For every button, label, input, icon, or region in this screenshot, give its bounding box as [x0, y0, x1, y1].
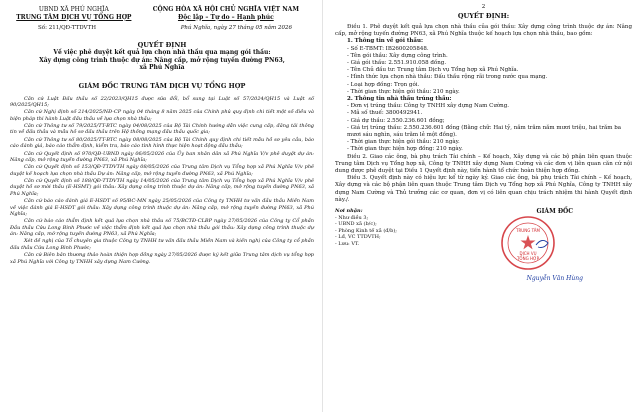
article-2: Điều 2. Giao các ông, bà phụ trách Tài chính – Kế hoạch, Xây dựng và các bộ phận liên quan thuộc Trung tâm Dịch vụ Tổng hợp xã, Công ty TNHH xây dựng Nam Cường và các đơn vị liên quan căn cứ nội dung được phê duyệt tại Điều 1 Quyết định này, tiến hành tổ chức hoàn thiện hợp đồng. [335, 153, 632, 175]
document-header [10, 6, 314, 21]
section-package-info: 1. Thông tin về gói thầu: [347, 38, 423, 45]
recipient-item: - Lưu: VT. [335, 240, 360, 247]
signature-block [478, 208, 632, 282]
document-meta [10, 25, 314, 31]
decision-subject [10, 49, 314, 72]
recipients-title: Nơi nhận: [335, 208, 363, 215]
winner-info-item: - Thời gian thực hiện gói thầu: 210 ngày. [347, 139, 460, 146]
package-info-item: - Thời gian thực hiện gói thầu: 210 ngày. [347, 88, 460, 95]
document-number: Số: 211/QĐ-TTDVTH [38, 25, 96, 31]
legal-basis: Căn cứ báo cáo đánh giá E-HSDT số 95/BC-MN ngày 25/05/2026 của Công ty TNHH tư vấn đầu thầu Miền Nam về việc đánh giá E-HSDT gói thầu: Xây dựng công trình thuộc dự án: Nâng cấp, mở rộng tuyến đường PN63, xã Phú Nghĩa; [10, 198, 314, 217]
recipient-item: - UBND xã (b/c); [335, 221, 377, 228]
decision-page-2 [322, 0, 640, 412]
legal-basis: Căn cứ Luật Đấu thầu số 22/2023/QH15 được sửa đổi, bổ sung tại Luật số 57/2024/QH15 và Luật số 90/2025/QH15; [10, 95, 314, 108]
legal-basis: Căn cứ Quyết định số 188/QĐ-TTDVTH ngày 14/05/2026 của Trung tâm Dịch vụ Tổng hợp xã Phú Nghĩa V/v phê duyệt hồ sơ mời thầu (E-HSMT) gói thầu: Xây dựng công trình thuộc dự án: Nâng cấp, mở rộng tuyến đường PN63, xã Phú Nghĩa; [10, 178, 314, 197]
seal-text-top: TRUNG TÂM [515, 228, 540, 234]
org-name: TRUNG TÂM DỊCH VỤ TỔNG HỢP [16, 13, 132, 21]
decision-heading: QUYẾT ĐỊNH: [457, 12, 510, 20]
recipient-item: - Phòng Kinh tế xã (đ/b); [335, 227, 397, 234]
subject-line-3: xã Phú Nghĩa [139, 64, 185, 71]
org-parent: UBND XÃ PHÚ NGHĨA [38, 6, 109, 13]
section-winner-info: 2. Thông tin nhà thầu trúng thầu: [347, 96, 452, 103]
legal-bases [10, 96, 314, 265]
legal-basis: Căn cứ Thông tư số 80/2025/TT-BTC ngày 08/08/2025 của Bộ Tài Chính quy định chi tiết mẫu hồ sơ yêu cầu, báo cáo đánh giá, báo cáo thẩm định, kiểm tra, báo cáo tình hình thực hiện hoạt động đấu thầu; [10, 136, 314, 150]
winner-info-item: - Đơn vị trúng thầu: Công ty TNHH xây dựng Nam Cường. [347, 103, 509, 110]
package-info-item: - Hình thức lựa chọn nhà thầu: Đấu thầu rộng rãi trong nước qua mạng. [347, 74, 548, 81]
place-date: Phú Nghĩa, ngày 27 tháng 05 năm 2026 [180, 25, 292, 31]
winner-info-item: - Mã số thuế: 3800492941. [347, 110, 423, 117]
authority-heading: GIÁM ĐỐC TRUNG TÂM DỊCH VỤ TỔNG HỢP [78, 81, 246, 90]
nation-name: CỘNG HÒA XÃ HỘI CHỦ NGHĨA VIỆT NAM [152, 6, 299, 13]
legal-basis: Xét đề nghị của Tổ chuyên gia thuộc Công ty TNHH tư vấn đấu thầu Miền Nam và kiến nghị của Công ty cổ phần đấu thầu Cửu Long Bình Phước; [10, 238, 314, 251]
decision-title: QUYẾT ĐỊNH [137, 41, 187, 49]
package-info-item: - Giá gói thầu: 2.551.910.058 đồng. [347, 60, 447, 67]
seal-text-bot: TỔNG HỢP [516, 256, 539, 262]
stamp-area [478, 217, 632, 273]
subject-line-1: Về việc phê duyệt kết quả lựa chọn nhà thầu qua mạng gói thầu: [53, 49, 271, 56]
issuing-organization [10, 6, 138, 21]
recipient-item: - Lđ, VC TTDVTH; [335, 234, 381, 241]
signature-area [335, 208, 632, 282]
recipient-item: - Như điều 3; [335, 214, 369, 221]
article-1: Điều 1. Phê duyệt kết quả lựa chọn nhà thầu của gói thầu: Xây dựng công trình thuộc dự án: Nâng cấp, mở rộng tuyến đường PN63, xã Phú Nghĩa thuộc kế hoạch lựa chọn nhà thầu, bao gồm: [335, 24, 632, 38]
national-motto [138, 6, 314, 21]
signer-name: Nguyễn Văn Hùng [526, 275, 583, 283]
nation-motto: Độc lập – Tự do – Hạnh phúc [177, 13, 274, 21]
legal-basis: Căn cứ báo cáo thẩm định kết quả lựa chọn nhà thầu số 75/BCTĐ-CLBP ngày 27/05/2026 của Công ty Cổ phần Đầu thầu Cửu Long Bình Phước về việc thẩm định kết quả lựa chọn nhà thầu gói thầu: Xây dựng công trình thuộc dự án: Nâng cấp, mở rộng tuyến đường PN63, xã Phú Nghĩa; [10, 218, 314, 237]
legal-basis: Căn cứ Biên bản thương thảo hoàn thiện hợp đồng ngày 27/05/2026 được ký kết giữa Trung tâm dịch vụ tổng hợp xã Phú Nghĩa với Công ty TNHH xây dựng Nam Cường. [10, 252, 314, 265]
package-info-item: - Tên Chủ đầu tư: Trung tâm Dịch vụ Tổng hợp xã Phú Nghĩa. [347, 67, 519, 74]
package-info-item: - Tên gói thầu: Xây dựng công trình. [347, 52, 448, 59]
legal-basis: Căn cứ Nghị định số 214/2025/NĐ-CP ngày 04 tháng 8 năm 2025 của Chính phủ quy định chi tiết một số điều và biện pháp thi hành Luật đấu thầu về lựa chọn nhà thầu; [10, 109, 314, 122]
legal-basis: Căn cứ Quyết định số 970/QĐ-UBND ngày 06/05/2026 của Ủy ban nhân dân xã Phú Nghĩa V/v phê duyệt dự án: Nâng cấp, mở rộng tuyến đường PN63, xã Phú Nghĩa; [10, 150, 314, 163]
signature-stroke [536, 241, 548, 248]
winner-info-item: - Giá dự thầu: 2.550.236.601 đồng; [347, 117, 445, 124]
legal-basis: Căn cứ Quyết định số 153/QĐ-TTDVTH ngày 08/05/2026 của Trung tâm Dịch vụ Tổng hợp xã Phú Nghĩa V/v phê duyệt kế hoạch lựa chọn nhà thầu Dự án: Nâng cấp, mở rộng tuyến đường PN63, xã Phú Nghĩa; [10, 164, 314, 177]
package-info-item: - Loại hợp đồng: Trọn gói. [347, 81, 420, 88]
winner-info-item: - Giá trị trúng thầu: 2.550.236.601 đồng (Bằng chữ: Hai tỷ, năm trăm năm mươi triệu, hai trăm ba mươi sáu nghìn, sáu trăm lẻ một đồng). [347, 124, 622, 139]
signer-position: GIÁM ĐỐC [536, 208, 574, 216]
recipients-list [335, 208, 469, 282]
article-3: Điều 3. Quyết định này có hiệu lực kể từ ngày ký. Giao các ông, bà phụ trách Tài chính – Kế hoạch, Xây dựng và các bộ phận liên quan thuộc Trung tâm Dịch vụ Tổng hợp xã Phú Nghĩa, Công ty TNHH xây dựng Nam Cường và Thủ trưởng các cơ quan, đơn vị có liên quan chịu trách nhiệm thi hành Quyết định này./. [335, 175, 632, 203]
legal-basis: Căn cứ Thông tư số 79/2025/TT-BTC ngày 04/08/2025 của Bộ Tài Chính hướng dẫn việc cung cấp, đăng tải thông tin về đấu thầu và mẫu hồ sơ đấu thầu trên Hệ thống mạng đấu thầu quốc gia; [10, 123, 314, 136]
page-number: 2 [481, 4, 486, 10]
subject-line-2: Xây dựng công trình thuộc dự án: Nâng cấp, mở rộng tuyến đường PN63, [39, 56, 285, 64]
winner-info-item: - Thời gian thực hiện hợp đồng: 210 ngày. [347, 146, 463, 153]
package-info-item: - Số E-TBMT: IB2600205848. [347, 45, 429, 52]
official-seal-icon [500, 215, 556, 271]
seal-text-mid: DỊCH VỤ [519, 251, 537, 257]
